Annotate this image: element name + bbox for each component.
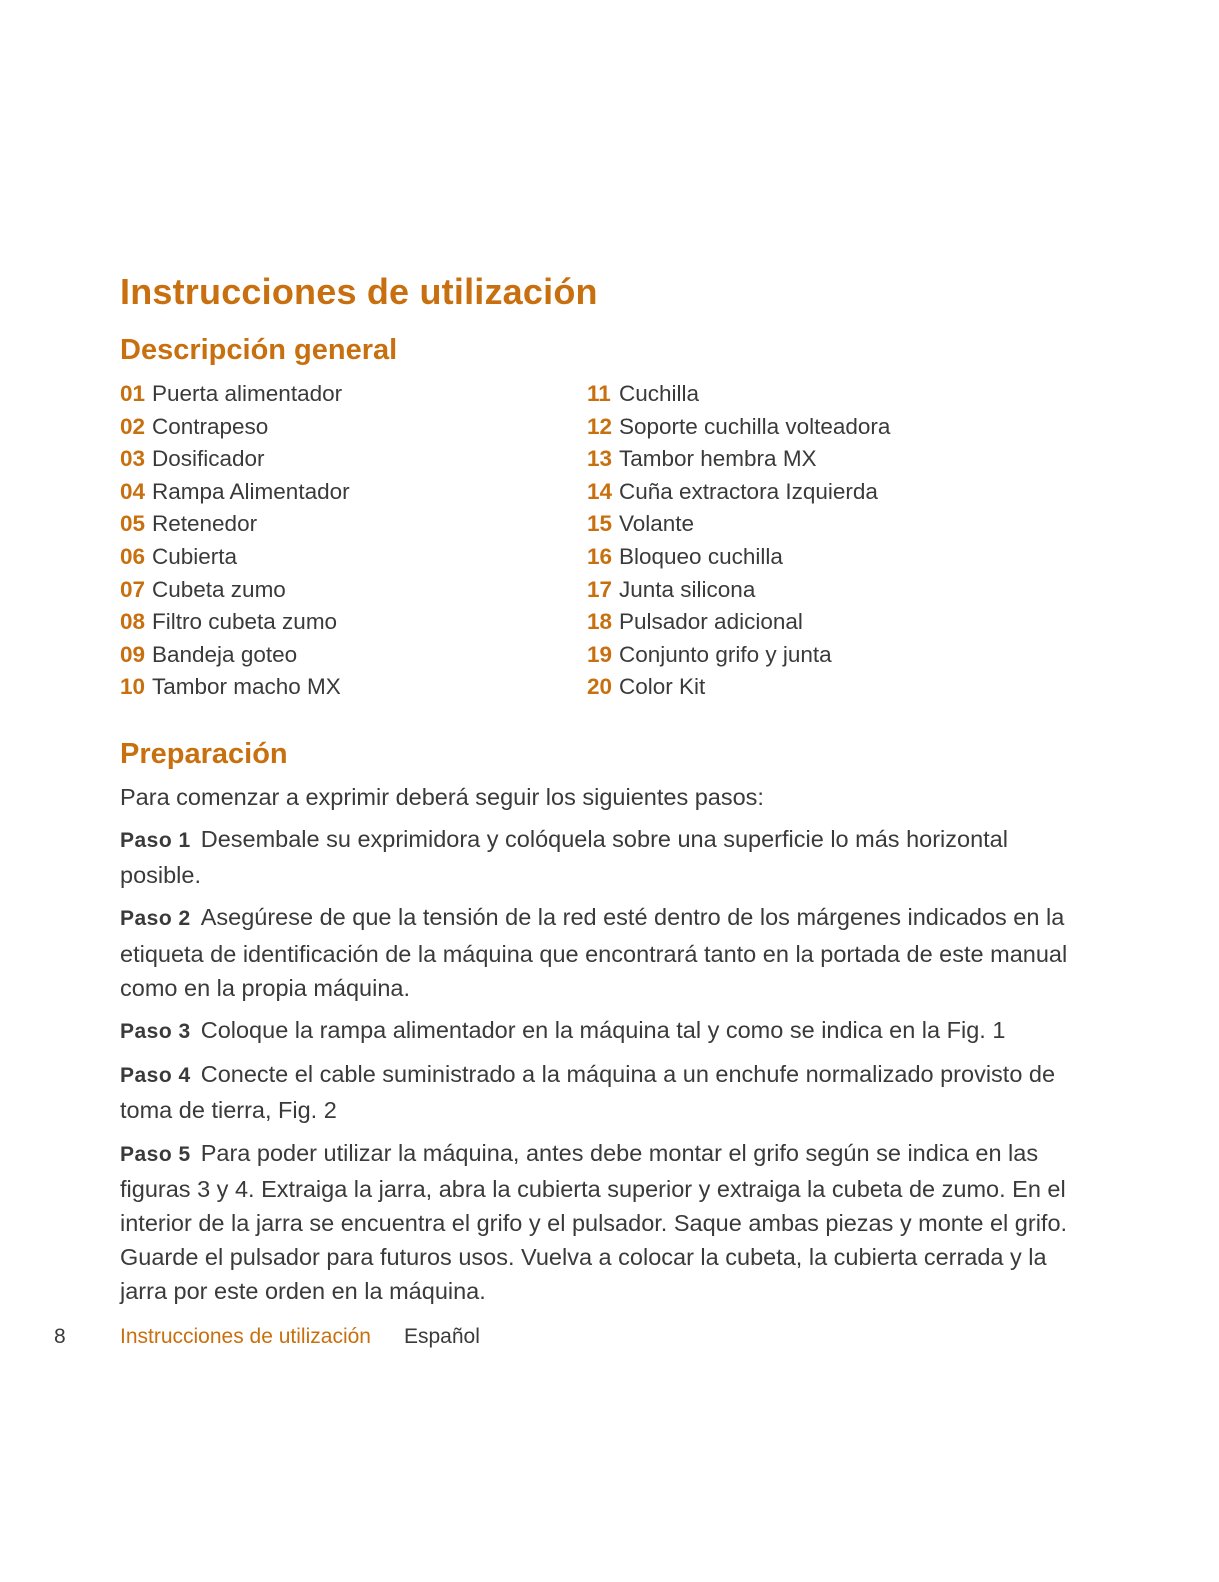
step-label: Paso 3 (120, 1019, 191, 1043)
part-label: Conjunto grifo y junta (619, 641, 832, 667)
step-text: Coloque la rampa alimentador en la máquina tal y como se indica en la Fig. 1 (200, 1016, 1006, 1043)
part-label: Bandeja goteo (152, 641, 298, 667)
page-content (120, 268, 1086, 1309)
part-number: 07 (120, 576, 146, 602)
part-label: Tambor macho MX (152, 674, 341, 700)
part-item (120, 378, 587, 411)
part-item (120, 639, 587, 672)
part-number: 08 (120, 609, 146, 635)
part-item (120, 508, 587, 541)
part-number: 02 (120, 413, 146, 439)
page-number: 8 (54, 1325, 66, 1348)
step-text: Para poder utilizar la máquina, antes debe montar el grifo según se indica en las figuras 3 y 4. Extraiga la jarra, abra la cubierta superior y extraiga la cubeta de zumo. En el interior de la jarra se encuentra el grifo y el pulsador. Saque ambas piezas y monte el grifo. Guarde el pulsador para futuros usos. Vuelva a colocar la cubeta, la cubierta cerrada y la jarra por este orden en la máquina. (120, 1139, 1068, 1305)
part-label: Cubierta (152, 543, 238, 569)
part-number: 19 (587, 641, 613, 667)
part-label: Retenedor (152, 511, 258, 537)
part-number: 17 (587, 576, 613, 602)
part-label: Bloqueo cuchilla (619, 543, 783, 569)
part-item (120, 671, 587, 704)
part-number: 03 (120, 446, 146, 472)
part-item (120, 443, 587, 476)
part-item (587, 639, 1086, 672)
footer-title: Instrucciones de utilización (120, 1325, 371, 1348)
page-title: Instrucciones de utilización (120, 271, 598, 312)
part-item (587, 606, 1086, 639)
part-label: Volante (619, 511, 695, 537)
part-item (587, 443, 1086, 476)
part-item (120, 541, 587, 574)
step-paragraph (120, 900, 1086, 1005)
part-label: Contrapeso (152, 413, 269, 439)
part-number: 04 (120, 478, 146, 504)
step-label: Paso 5 (120, 1142, 191, 1166)
part-item (587, 541, 1086, 574)
part-number: 16 (587, 543, 613, 569)
part-label: Cuña extractora Izquierda (619, 478, 878, 504)
part-label: Pulsador adicional (619, 609, 803, 635)
part-label: Cubeta zumo (152, 576, 286, 602)
part-number: 09 (120, 641, 146, 667)
part-label: Color Kit (619, 674, 706, 700)
part-label: Dosificador (152, 446, 265, 472)
part-number: 14 (587, 478, 613, 504)
section-heading-general-description: Descripción general (120, 334, 398, 366)
step-text: Asegúrese de que la tensión de la red esté dentro de los márgenes indicados en la etiqueta de identificación de la máquina que encontrará tanto en la portada de este manual como en la propia máquina. (120, 904, 1068, 1001)
part-number: 15 (587, 511, 613, 537)
part-item (587, 411, 1086, 444)
part-number: 18 (587, 609, 613, 635)
part-number: 05 (120, 511, 146, 537)
parts-list (120, 378, 1086, 704)
part-item (120, 574, 587, 607)
step-label: Paso 1 (120, 828, 191, 852)
part-label: Tambor hembra MX (619, 446, 817, 472)
part-number: 13 (587, 446, 613, 472)
part-number: 10 (120, 674, 146, 700)
part-item (587, 476, 1086, 509)
part-item (120, 476, 587, 509)
step-paragraph (120, 1057, 1086, 1127)
step-paragraph (120, 1136, 1086, 1309)
part-item (587, 671, 1086, 704)
step-label: Paso 2 (120, 907, 191, 931)
part-number: 06 (120, 543, 146, 569)
part-label: Rampa Alimentador (152, 478, 350, 504)
part-number: 01 (120, 381, 146, 406)
part-number: 11 (587, 381, 611, 406)
part-label: Cuchilla (619, 381, 700, 406)
part-item (120, 606, 587, 639)
step-paragraph (120, 822, 1086, 892)
part-item (587, 574, 1086, 607)
part-item (120, 411, 587, 444)
step-text: Conecte el cable suministrado a la máquina a un enchufe normalizado provisto de toma de tierra, Fig. 2 (120, 1061, 1056, 1124)
part-item (587, 508, 1086, 541)
part-label: Soporte cuchilla volteadora (619, 413, 891, 439)
part-item (587, 378, 1086, 411)
part-number: 20 (587, 674, 613, 700)
section-heading-preparation: Preparación (120, 737, 288, 770)
step-label: Paso 4 (120, 1064, 191, 1088)
step-paragraph (120, 1013, 1086, 1049)
step-text: Desembale su exprimidora y colóquela sobre una superficie lo más horizontal posible. (120, 825, 1008, 889)
preparation-intro: Para comenzar a exprimir deberá seguir los siguientes pasos: (120, 783, 764, 810)
part-label: Puerta alimentador (152, 381, 343, 406)
part-number: 12 (587, 413, 613, 439)
part-label: Filtro cubeta zumo (152, 609, 338, 635)
part-label: Junta silicona (619, 576, 756, 602)
footer-language: Español (404, 1325, 480, 1348)
